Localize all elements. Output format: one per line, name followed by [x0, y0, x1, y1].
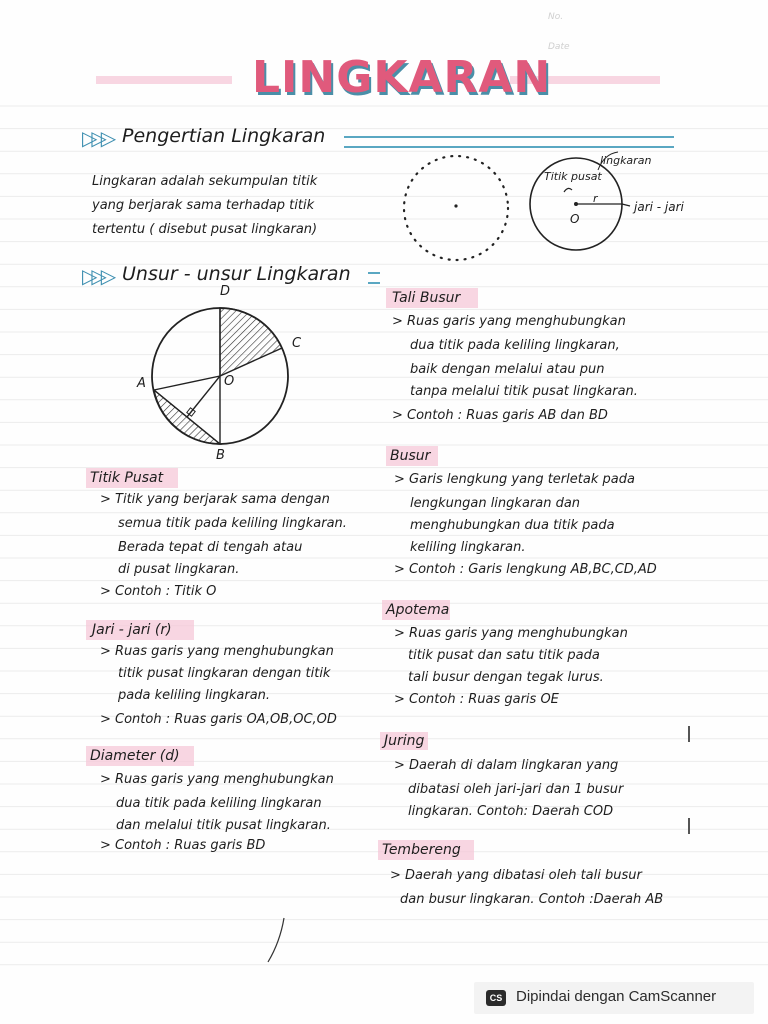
term-line: dua titik pada keliling lingkaran,: [410, 338, 620, 353]
section-heading-pengertian: Pengertian Lingkaran: [122, 125, 326, 147]
term-title: Jari - jari (r): [92, 622, 172, 638]
term-line: lengkungan lingkaran dan: [410, 496, 581, 511]
section-heading-unsur: Unsur - unsur Lingkaran: [122, 263, 351, 285]
arrow-bullet-icon: ▷▷▷: [82, 126, 111, 150]
no-label: No.: [548, 12, 564, 22]
pengertian-line-3: tertentu ( disebut pusat lingkaran): [92, 222, 318, 237]
term-line: pada keliling lingkaran.: [118, 688, 271, 703]
label-o: O: [570, 212, 580, 226]
pengertian-line-2: yang berjarak sama terhadap titik: [92, 198, 315, 213]
point-b: B: [216, 448, 225, 463]
term-line: baik dengan melalui atau pun: [410, 362, 605, 377]
term-title: Apotema: [386, 602, 450, 618]
term-title: Tembereng: [382, 842, 461, 858]
term-title: Busur: [390, 448, 431, 464]
term-line: > Titik yang berjarak sama dengan: [100, 492, 330, 507]
pen-mark: [262, 916, 292, 966]
term-line: tanpa melalui titik pusat lingkaran.: [410, 384, 638, 399]
page-title: LINGKARAN: [252, 52, 552, 103]
edge-mark: [688, 726, 690, 742]
point-d: D: [220, 284, 231, 299]
term-line: > Daerah yang dibatasi oleh tali busur: [390, 868, 642, 883]
term-line: semua titik pada keliling lingkaran.: [118, 516, 347, 531]
term-title: Diameter (d): [90, 748, 180, 764]
term-line: > Daerah di dalam lingkaran yang: [394, 758, 619, 773]
term-line: > Contoh : Ruas garis OA,OB,OC,OD: [100, 712, 337, 727]
point-c: C: [292, 336, 302, 351]
label-jari: jari - jari: [634, 200, 684, 214]
term-line: > Contoh : Garis lengkung AB,BC,CD,AD: [394, 562, 657, 577]
term-line: dan busur lingkaran. Contoh :Daerah AB: [400, 892, 664, 907]
term-line: > Contoh : Ruas garis OE: [394, 692, 559, 707]
heading-rule-short: [368, 272, 380, 284]
label-r: r: [593, 192, 598, 205]
term-line: Berada tepat di tengah atau: [118, 540, 303, 555]
term-line: tali busur dengan tegak lurus.: [408, 670, 604, 685]
pengertian-line-1: Lingkaran adalah sekumpulan titik: [92, 174, 318, 189]
term-line: > Ruas garis yang menghubungkan: [394, 626, 628, 641]
term-title: Tali Busur: [392, 290, 461, 306]
term-line: > Ruas garis yang menghubungkan: [100, 644, 334, 659]
term-line: menghubungkan dua titik pada: [410, 518, 615, 533]
term-title: Juring: [384, 733, 425, 749]
term-line: di pusat lingkaran.: [118, 562, 240, 577]
label-titik-pusat: Titik pusat: [544, 170, 602, 183]
term-line: keliling lingkaran.: [410, 540, 526, 555]
term-line: > Contoh : Ruas garis AB dan BD: [392, 408, 608, 423]
title-band-left: [96, 76, 232, 84]
term-line: > Ruas garis yang menghubungkan: [392, 314, 626, 329]
term-line: lingkaran. Contoh: Daerah COD: [408, 804, 614, 819]
date-label: Date: [548, 42, 570, 52]
term-line: > Garis lengkung yang terletak pada: [394, 472, 635, 487]
term-title: Titik Pusat: [90, 470, 164, 486]
term-line: dua titik pada keliling lingkaran: [116, 796, 322, 811]
term-line: > Ruas garis yang menghubungkan: [100, 772, 334, 787]
term-line: > Contoh : Ruas garis BD: [100, 838, 266, 853]
edge-mark: [688, 818, 690, 834]
camscanner-logo-icon: CS: [486, 990, 506, 1006]
arrow-bullet-icon: ▷▷▷: [82, 264, 111, 288]
point-o: O: [224, 374, 235, 389]
point-a: A: [137, 376, 146, 391]
camscanner-text: Dipindai dengan CamScanner: [516, 988, 717, 1005]
term-line: dibatasi oleh jari-jari dan 1 busur: [408, 782, 624, 797]
camscanner-watermark: [474, 982, 754, 1014]
term-line: titik pusat dan satu titik pada: [408, 648, 600, 663]
term-line: titik pusat lingkaran dengan titik: [118, 666, 331, 681]
elements-circle-diagram: [130, 282, 310, 462]
dotted-circle-diagram: [398, 150, 514, 266]
term-line: > Contoh : Titik O: [100, 584, 217, 599]
term-line: dan melalui titik pusat lingkaran.: [116, 818, 331, 833]
label-lingkaran: lingkaran: [600, 154, 652, 167]
